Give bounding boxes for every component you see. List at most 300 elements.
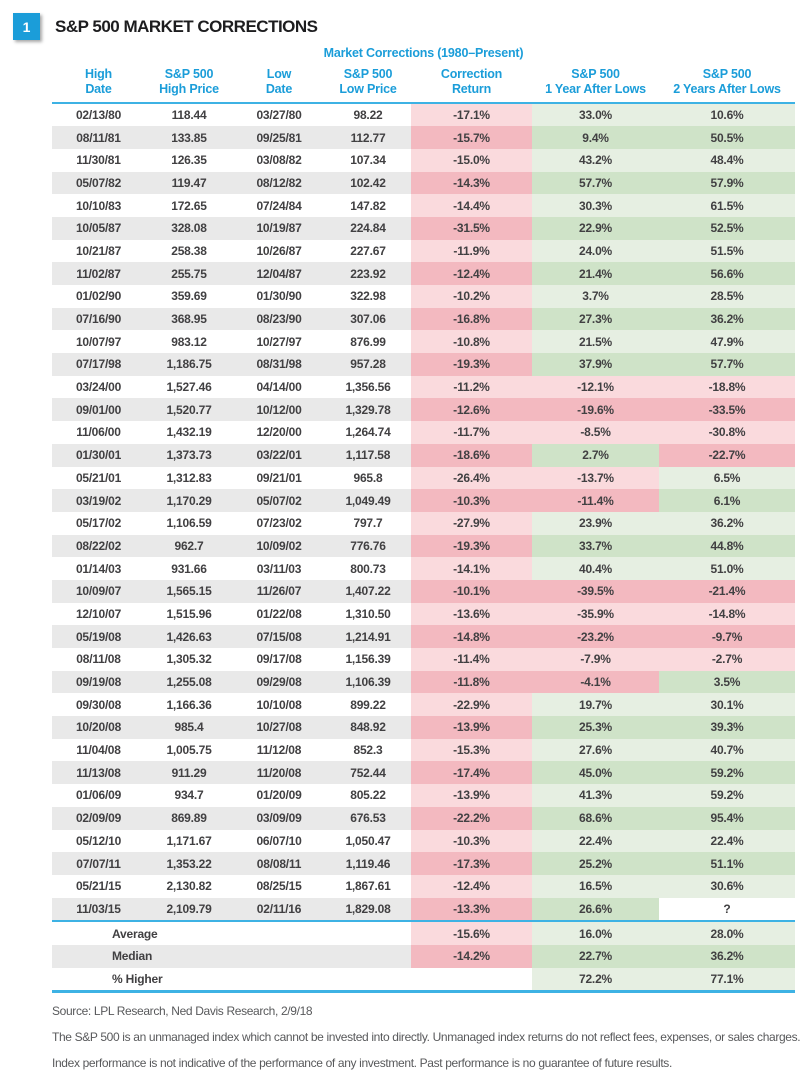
cell-low-price: 805.22	[350, 788, 386, 803]
cell-high-date: 09/19/08	[75, 675, 122, 690]
cell-correction-return: -11.2%	[411, 376, 532, 399]
column-header-high-price	[145, 67, 233, 98]
cell-low-date: 11/12/08	[256, 743, 302, 758]
cell-correction-return: -10.3%	[411, 489, 532, 512]
cell-high-date: 03/24/00	[75, 380, 122, 395]
cell-high-date: 09/30/08	[75, 697, 122, 712]
column-header-line: 2 Years After Lows	[673, 82, 781, 97]
cell-high-date: 01/02/90	[75, 289, 122, 304]
cell-high-price: 126.35	[171, 153, 207, 168]
cell-low-date: 04/14/00	[256, 380, 302, 395]
table-row	[52, 330, 795, 353]
cell-high-date: 11/03/15	[76, 901, 121, 916]
cell-high-price: 1,432.19	[166, 425, 212, 440]
figure-title: S&P 500 MARKET CORRECTIONS	[55, 16, 318, 36]
cell-one-year-after-lows: 3.7%	[532, 285, 659, 308]
cell-high-date: 05/19/08	[75, 629, 122, 644]
table-row	[52, 194, 795, 217]
cell-high-price: 2,109.79	[166, 901, 212, 916]
cell-low-price: 876.99	[350, 334, 386, 349]
cell-two-years-after-lows: 44.8%	[659, 535, 795, 558]
cell-correction-return: -10.3%	[411, 830, 532, 853]
cell-low-date: 12/04/87	[256, 266, 302, 281]
cell-two-years-after-lows: 36.2%	[659, 512, 795, 535]
table-row	[52, 693, 795, 716]
cell-correction-return: -13.9%	[411, 784, 532, 807]
cell-low-date: 10/10/08	[256, 697, 302, 712]
summary-row	[52, 968, 795, 991]
table-row	[52, 648, 795, 671]
cell-low-date: 10/09/02	[256, 538, 302, 553]
cell-low-date: 10/19/87	[256, 221, 302, 236]
column-header-line: S&P 500	[571, 67, 620, 81]
table-summary	[52, 920, 795, 993]
table-row	[52, 625, 795, 648]
cell-one-year-after-lows: 41.3%	[532, 784, 659, 807]
table-row	[52, 126, 795, 149]
cell-one-year-after-lows: 25.2%	[532, 852, 659, 875]
cell-high-price: 1,305.32	[166, 652, 212, 667]
cell-low-date: 11/20/08	[256, 765, 302, 780]
cell-high-date: 10/20/08	[75, 720, 122, 735]
table-row	[52, 285, 795, 308]
summary-cell-two-years-after-lows: 77.1%	[659, 968, 795, 991]
cell-low-date: 05/07/02	[256, 493, 302, 508]
table-row	[52, 807, 795, 830]
cell-one-year-after-lows: -39.5%	[532, 580, 659, 603]
table-row	[52, 535, 795, 558]
disclaimer-line-2: Index performance is not indicative of the performance of any investment. Past performance is no guarantee of future results.	[52, 1056, 672, 1070]
column-header-line: Correction	[440, 67, 503, 81]
cell-low-date: 08/08/11	[256, 856, 302, 871]
cell-one-year-after-lows: -23.2%	[532, 625, 659, 648]
column-header-high-date	[52, 67, 145, 98]
cell-high-date: 05/07/82	[75, 175, 122, 190]
cell-low-date: 10/12/00	[256, 402, 302, 417]
cell-correction-return: -31.5%	[411, 217, 532, 240]
cell-two-years-after-lows: 36.2%	[659, 308, 795, 331]
cell-one-year-after-lows: 27.3%	[532, 308, 659, 331]
table-row	[52, 898, 795, 921]
cell-high-price: 985.4	[174, 720, 204, 735]
cell-high-price: 1,353.22	[166, 856, 212, 871]
cell-high-date: 08/11/81	[76, 130, 121, 145]
cell-correction-return: -22.2%	[411, 807, 532, 830]
cell-two-years-after-lows: 28.5%	[659, 285, 795, 308]
cell-one-year-after-lows: 25.3%	[532, 716, 659, 739]
table-row	[52, 172, 795, 195]
cell-high-price: 2,130.82	[166, 879, 212, 894]
cell-one-year-after-lows: 30.3%	[532, 194, 659, 217]
cell-two-years-after-lows: -18.8%	[659, 376, 795, 399]
cell-two-years-after-lows: -30.8%	[659, 421, 795, 444]
cell-correction-return: -12.6%	[411, 398, 532, 421]
summary-row	[52, 922, 795, 945]
table-row	[52, 240, 795, 263]
cell-one-year-after-lows: 43.2%	[532, 149, 659, 172]
cell-high-price: 1,515.96	[166, 606, 212, 621]
column-header-line: Date	[265, 82, 293, 97]
cell-high-price: 934.7	[174, 788, 204, 803]
cell-high-date: 10/10/83	[75, 198, 122, 213]
cell-low-date: 01/30/90	[256, 289, 302, 304]
cell-correction-return: -13.6%	[411, 603, 532, 626]
cell-one-year-after-lows: 45.0%	[532, 761, 659, 784]
cell-one-year-after-lows: 23.9%	[532, 512, 659, 535]
cell-high-price: 1,565.15	[166, 584, 212, 599]
cell-one-year-after-lows: 27.6%	[532, 739, 659, 762]
cell-one-year-after-lows: -13.7%	[532, 467, 659, 490]
summary-cell-correction-return	[411, 968, 532, 991]
cell-high-price: 368.95	[171, 312, 207, 327]
cell-low-price: 1,117.58	[345, 448, 391, 463]
cell-low-price: 1,119.46	[345, 856, 391, 871]
cell-correction-return: -14.3%	[411, 172, 532, 195]
source-line: Source: LPL Research, Ned Davis Research, 2/9/18	[52, 1004, 313, 1018]
summary-cell-two-years-after-lows: 28.0%	[659, 922, 795, 945]
cell-high-price: 1,186.75	[166, 357, 212, 372]
cell-two-years-after-lows: 6.5%	[659, 467, 795, 490]
column-header-one-year-after-lows	[532, 67, 659, 98]
table-row	[52, 671, 795, 694]
table-row	[52, 784, 795, 807]
column-header-line: S&P 500	[702, 67, 752, 81]
cell-high-date: 01/30/01	[75, 448, 122, 463]
cell-high-date: 07/07/11	[76, 856, 121, 871]
cell-high-date: 08/11/08	[76, 652, 121, 667]
cell-high-price: 1,170.29	[166, 493, 212, 508]
cell-two-years-after-lows: 56.6%	[659, 262, 795, 285]
cell-one-year-after-lows: 21.4%	[532, 262, 659, 285]
figure-number-badge: 1	[13, 13, 40, 40]
column-header-line: S&P 500	[164, 67, 214, 81]
table-row	[52, 308, 795, 331]
cell-one-year-after-lows: -12.1%	[532, 376, 659, 399]
cell-correction-return: -11.4%	[411, 648, 532, 671]
cell-one-year-after-lows: -35.9%	[532, 603, 659, 626]
cell-low-price: 1,356.56	[345, 380, 391, 395]
cell-high-price: 328.08	[171, 221, 207, 236]
cell-low-price: 223.92	[350, 266, 386, 281]
cell-one-year-after-lows: 19.7%	[532, 693, 659, 716]
cell-low-price: 1,829.08	[345, 901, 391, 916]
cell-low-price: 676.53	[350, 811, 386, 826]
cell-correction-return: -13.9%	[411, 716, 532, 739]
cell-low-date: 03/27/80	[256, 107, 302, 122]
cell-low-price: 1,049.49	[345, 493, 391, 508]
figure-header	[13, 13, 318, 40]
cell-low-price: 776.76	[350, 538, 386, 553]
cell-two-years-after-lows: -22.7%	[659, 444, 795, 467]
cell-low-price: 1,867.61	[345, 879, 391, 894]
cell-one-year-after-lows: 26.6%	[532, 898, 659, 921]
cell-low-price: 1,156.39	[345, 652, 391, 667]
cell-two-years-after-lows: 51.0%	[659, 557, 795, 580]
cell-high-date: 01/06/09	[75, 788, 122, 803]
cell-one-year-after-lows: 16.5%	[532, 875, 659, 898]
cell-correction-return: -17.1%	[411, 104, 532, 127]
cell-high-price: 983.12	[171, 334, 207, 349]
cell-two-years-after-lows: 61.5%	[659, 194, 795, 217]
cell-high-date: 10/21/87	[75, 243, 122, 258]
cell-low-price: 1,407.22	[345, 584, 391, 599]
cell-two-years-after-lows: 6.1%	[659, 489, 795, 512]
table-row	[52, 149, 795, 172]
cell-correction-return: -17.3%	[411, 852, 532, 875]
cell-one-year-after-lows: 40.4%	[532, 557, 659, 580]
cell-low-date: 09/21/01	[256, 470, 302, 485]
cell-low-price: 957.28	[350, 357, 386, 372]
cell-two-years-after-lows: 95.4%	[659, 807, 795, 830]
cell-one-year-after-lows: 22.9%	[532, 217, 659, 240]
cell-high-date: 11/30/81	[76, 153, 121, 168]
cell-correction-return: -18.6%	[411, 444, 532, 467]
cell-low-price: 797.7	[353, 516, 383, 531]
cell-low-date: 08/25/15	[256, 879, 302, 894]
cell-low-date: 07/24/84	[256, 198, 302, 213]
cell-correction-return: -22.9%	[411, 693, 532, 716]
cell-two-years-after-lows: -2.7%	[659, 648, 795, 671]
cell-low-date: 07/23/02	[256, 516, 302, 531]
cell-low-date: 10/27/97	[256, 334, 302, 349]
summary-cell-one-year-after-lows: 16.0%	[532, 922, 659, 945]
column-header-line: Return	[451, 82, 492, 97]
cell-low-date: 09/29/08	[256, 675, 302, 690]
cell-two-years-after-lows: 40.7%	[659, 739, 795, 762]
table-row	[52, 421, 795, 444]
cell-correction-return: -14.8%	[411, 625, 532, 648]
cell-two-years-after-lows: 30.6%	[659, 875, 795, 898]
cell-one-year-after-lows: 68.6%	[532, 807, 659, 830]
cell-high-price: 119.47	[171, 175, 207, 190]
cell-high-price: 1,255.08	[166, 675, 212, 690]
cell-high-date: 11/02/87	[76, 266, 121, 281]
table-row	[52, 376, 795, 399]
cell-high-price: 1,005.75	[166, 743, 212, 758]
cell-high-date: 05/21/01	[75, 470, 122, 485]
column-header-line: 1 Year After Lows	[545, 82, 646, 97]
cell-high-price: 1,527.46	[166, 380, 212, 395]
cell-low-price: 307.06	[350, 312, 386, 327]
cell-low-date: 11/26/07	[256, 584, 302, 599]
table-row	[52, 467, 795, 490]
cell-two-years-after-lows: 57.9%	[659, 172, 795, 195]
cell-two-years-after-lows: 50.5%	[659, 126, 795, 149]
cell-low-date: 08/31/98	[256, 357, 302, 372]
cell-low-price: 98.22	[353, 107, 383, 122]
cell-correction-return: -10.1%	[411, 580, 532, 603]
cell-low-date: 09/17/08	[256, 652, 302, 667]
cell-low-date: 08/12/82	[256, 175, 302, 190]
cell-high-price: 1,520.77	[166, 402, 212, 417]
cell-high-date: 11/13/08	[76, 765, 121, 780]
cell-low-price: 852.3	[353, 743, 383, 758]
cell-high-date: 07/17/98	[75, 357, 122, 372]
cell-two-years-after-lows: ?	[659, 898, 795, 921]
table-row	[52, 512, 795, 535]
cell-low-date: 07/15/08	[256, 629, 302, 644]
table-header-row	[52, 67, 795, 104]
cell-two-years-after-lows: 30.1%	[659, 693, 795, 716]
cell-high-date: 05/17/02	[75, 516, 122, 531]
column-header-low-date	[233, 67, 325, 98]
cell-low-price: 965.8	[353, 470, 383, 485]
cell-low-price: 1,106.39	[345, 675, 391, 690]
column-header-line: Low Price	[339, 82, 397, 97]
cell-two-years-after-lows: 10.6%	[659, 104, 795, 127]
cell-correction-return: -15.0%	[411, 149, 532, 172]
cell-two-years-after-lows: 52.5%	[659, 217, 795, 240]
column-header-line: High	[85, 67, 112, 81]
cell-high-price: 869.89	[171, 811, 207, 826]
cell-high-price: 911.29	[171, 765, 207, 780]
column-header-line: High Price	[159, 82, 219, 97]
cell-low-date: 03/09/09	[256, 811, 302, 826]
cell-high-price: 1,312.83	[166, 470, 212, 485]
cell-low-price: 322.98	[350, 289, 386, 304]
cell-correction-return: -10.2%	[411, 285, 532, 308]
column-header-correction-return	[411, 67, 532, 98]
cell-low-price: 752.44	[350, 765, 386, 780]
cell-low-date: 03/08/82	[256, 153, 302, 168]
cell-low-price: 800.73	[350, 561, 386, 576]
cell-correction-return: -15.7%	[411, 126, 532, 149]
cell-two-years-after-lows: 48.4%	[659, 149, 795, 172]
table-row	[52, 262, 795, 285]
table-row	[52, 852, 795, 875]
cell-low-price: 848.92	[350, 720, 386, 735]
cell-correction-return: -14.4%	[411, 194, 532, 217]
cell-low-price: 107.34	[350, 153, 386, 168]
cell-one-year-after-lows: 9.4%	[532, 126, 659, 149]
cell-low-date: 08/23/90	[256, 312, 302, 327]
column-header-low-price	[325, 67, 411, 98]
cell-high-date: 11/04/08	[76, 743, 121, 758]
disclaimer-line-1: The S&P 500 is an unmanaged index which cannot be invested into directly. Unmanaged index returns do not reflect fees, expenses, or sales charges.	[52, 1030, 801, 1044]
cell-high-date: 12/10/07	[75, 606, 122, 621]
table-row	[52, 716, 795, 739]
cell-correction-return: -12.4%	[411, 875, 532, 898]
table-row	[52, 761, 795, 784]
cell-low-date: 06/07/10	[256, 833, 302, 848]
cell-high-price: 1,106.59	[166, 516, 212, 531]
summary-cell-one-year-after-lows: 22.7%	[532, 945, 659, 968]
table-body	[52, 104, 795, 921]
cell-high-price: 255.75	[171, 266, 207, 281]
cell-high-date: 08/22/02	[75, 538, 122, 553]
cell-two-years-after-lows: 3.5%	[659, 671, 795, 694]
table-row	[52, 489, 795, 512]
cell-two-years-after-lows: -14.8%	[659, 603, 795, 626]
cell-correction-return: -11.7%	[411, 421, 532, 444]
cell-high-price: 258.38	[171, 243, 207, 258]
summary-label: % Higher	[112, 971, 163, 986]
cell-correction-return: -13.3%	[411, 898, 532, 921]
cell-correction-return: -15.3%	[411, 739, 532, 762]
cell-correction-return: -19.3%	[411, 535, 532, 558]
cell-low-price: 1,264.74	[345, 425, 391, 440]
cell-high-price: 1,171.67	[166, 833, 212, 848]
table-row	[52, 603, 795, 626]
table-row	[52, 875, 795, 898]
summary-label: Median	[112, 949, 153, 964]
summary-row	[52, 945, 795, 968]
table-row	[52, 398, 795, 421]
cell-low-date: 10/26/87	[256, 243, 302, 258]
cell-low-price: 147.82	[350, 198, 386, 213]
cell-low-date: 09/25/81	[256, 130, 302, 145]
cell-low-price: 1,310.50	[345, 606, 391, 621]
cell-correction-return: -10.8%	[411, 330, 532, 353]
cell-correction-return: -27.9%	[411, 512, 532, 535]
cell-low-price: 1,214.91	[345, 629, 391, 644]
cell-correction-return: -19.3%	[411, 353, 532, 376]
cell-one-year-after-lows: -19.6%	[532, 398, 659, 421]
cell-low-date: 10/27/08	[256, 720, 302, 735]
cell-two-years-after-lows: 39.3%	[659, 716, 795, 739]
cell-high-price: 962.7	[174, 538, 204, 553]
table-subtitle: Market Corrections (1980–Present)	[323, 46, 524, 60]
cell-high-date: 07/16/90	[75, 312, 122, 327]
cell-low-price: 102.42	[350, 175, 386, 190]
cell-high-price: 172.65	[171, 198, 207, 213]
table-row	[52, 580, 795, 603]
cell-one-year-after-lows: 21.5%	[532, 330, 659, 353]
cell-low-price: 224.84	[350, 221, 386, 236]
cell-two-years-after-lows: -33.5%	[659, 398, 795, 421]
cell-one-year-after-lows: 57.7%	[532, 172, 659, 195]
cell-low-price: 1,050.47	[345, 833, 391, 848]
cell-high-price: 133.85	[171, 130, 207, 145]
cell-low-price: 112.77	[350, 130, 386, 145]
cell-high-date: 05/21/15	[75, 879, 122, 894]
cell-two-years-after-lows: 59.2%	[659, 761, 795, 784]
cell-one-year-after-lows: -11.4%	[532, 489, 659, 512]
cell-low-price: 899.22	[350, 697, 386, 712]
cell-high-date: 09/01/00	[75, 402, 122, 417]
cell-two-years-after-lows: 57.7%	[659, 353, 795, 376]
cell-one-year-after-lows: -4.1%	[532, 671, 659, 694]
cell-correction-return: -17.4%	[411, 761, 532, 784]
cell-high-price: 118.44	[171, 107, 207, 122]
cell-low-date: 01/22/08	[256, 606, 302, 621]
cell-two-years-after-lows: 59.2%	[659, 784, 795, 807]
table-row	[52, 104, 795, 127]
cell-correction-return: -12.4%	[411, 262, 532, 285]
table-row	[52, 830, 795, 853]
cell-low-date: 03/11/03	[256, 561, 302, 576]
column-header-two-years-after-lows	[659, 67, 795, 98]
cell-two-years-after-lows: 22.4%	[659, 830, 795, 853]
cell-correction-return: -11.8%	[411, 671, 532, 694]
cell-low-price: 227.67	[350, 243, 386, 258]
summary-label: Average	[112, 926, 158, 941]
cell-one-year-after-lows: 37.9%	[532, 353, 659, 376]
cell-correction-return: -26.4%	[411, 467, 532, 490]
cell-high-price: 1,373.73	[166, 448, 212, 463]
table-row	[52, 444, 795, 467]
cell-one-year-after-lows: 33.0%	[532, 104, 659, 127]
cell-two-years-after-lows: 47.9%	[659, 330, 795, 353]
market-corrections-table	[52, 46, 795, 993]
cell-two-years-after-lows: -9.7%	[659, 625, 795, 648]
cell-one-year-after-lows: 24.0%	[532, 240, 659, 263]
summary-cell-one-year-after-lows: 72.2%	[532, 968, 659, 991]
cell-high-date: 02/13/80	[75, 107, 122, 122]
summary-cell-two-years-after-lows: 36.2%	[659, 945, 795, 968]
cell-one-year-after-lows: 22.4%	[532, 830, 659, 853]
cell-high-date: 11/06/00	[76, 425, 121, 440]
